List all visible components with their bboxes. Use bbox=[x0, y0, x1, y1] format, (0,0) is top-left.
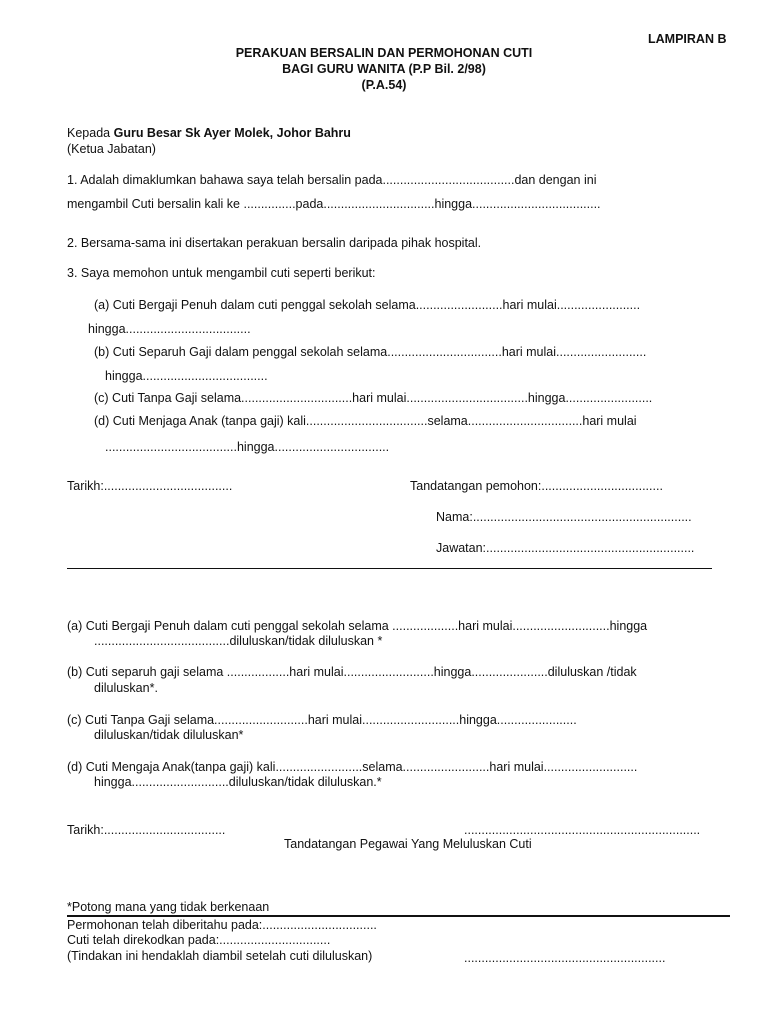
approval-item-c-line2: diluluskan/tidak diluluskan* bbox=[94, 728, 244, 742]
section3-item-a-line2: hingga.................................... bbox=[88, 322, 251, 336]
section1-line1: 1. Adalah dimaklumkan bahawa saya telah bersalin pada......................................dan dengan ini bbox=[67, 173, 597, 187]
addressee-role: (Ketua Jabatan) bbox=[67, 142, 156, 156]
section-divider bbox=[67, 568, 712, 569]
footer-line2: Cuti telah direkodkan pada:................................ bbox=[67, 933, 331, 947]
applicant-position: Jawatan:............................................................ bbox=[436, 541, 695, 555]
section3-item-c-line1: (c) Cuti Tanpa Gaji selama................................hari mulai...................................hingga......................... bbox=[94, 391, 653, 405]
applicant-name: Nama:............................................................... bbox=[436, 510, 692, 524]
section3-intro: 3. Saya memohon untuk mengambil cuti seperti berikut: bbox=[67, 266, 376, 280]
section1-line2: mengambil Cuti bersalin kali ke ...............pada................................hingga..................................... bbox=[67, 197, 601, 211]
section3-item-d-line2: ......................................hingga................................. bbox=[105, 440, 390, 454]
approval-signature-label: Tandatangan Pegawai Yang Meluluskan Cuti bbox=[284, 837, 532, 851]
form-title-line3: (P.A.54) bbox=[361, 78, 407, 92]
approval-item-b-line1: (b) Cuti separuh gaji selama ..................hari mulai..........................hingga......................diluluskan /tidak bbox=[67, 665, 637, 679]
applicant-signature: Tandatangan pemohon:................................... bbox=[410, 479, 663, 493]
addressee-name: Guru Besar Sk Ayer Molek, Johor Bahru bbox=[113, 126, 351, 140]
form-title-line2: BAGI GURU WANITA (P.P Bil. 2/98) bbox=[282, 62, 486, 76]
footer-line3: (Tindakan ini hendaklah diambil setelah cuti diluluskan) bbox=[67, 949, 373, 963]
approval-item-a-line2: .......................................diluluskan/tidak diluluskan * bbox=[94, 634, 383, 648]
approval-item-b-line2: diluluskan*. bbox=[94, 681, 158, 695]
footer-line1: Permohonan telah diberitahu pada:................................. bbox=[67, 918, 377, 932]
section3-item-b-line1: (b) Cuti Separuh Gaji dalam penggal sekolah selama.................................hari mulai.......................... bbox=[94, 345, 647, 359]
section3-item-d-line1: (d) Cuti Menjaga Anak (tanpa gaji) kali...................................selama.................................hari mulai bbox=[94, 414, 637, 428]
section2-line1: 2. Bersama-sama ini disertakan perakuan bersalin daripada pihak hospital. bbox=[67, 236, 482, 250]
footer-divider bbox=[67, 915, 730, 917]
approval-item-d-line2: hingga............................diluluskan/tidak diluluskan.* bbox=[94, 775, 382, 789]
section3-item-b-line2: hingga.................................... bbox=[105, 369, 268, 383]
section3-item-a-line1: (a) Cuti Bergaji Penuh dalam cuti penggal sekolah selama.........................hari mulai........................ bbox=[94, 298, 641, 312]
addressee-line bbox=[67, 126, 351, 141]
form-title-line1: PERAKUAN BERSALIN DAN PERMOHONAN CUTI bbox=[235, 46, 533, 60]
approval-date: Tarikh:................................... bbox=[67, 823, 226, 837]
lampiran-label: LAMPIRAN B bbox=[648, 32, 727, 46]
footer-note: *Potong mana yang tidak berkenaan bbox=[67, 900, 270, 914]
approval-signature-line: .................................................................... bbox=[464, 823, 701, 837]
approval-item-a-line1: (a) Cuti Bergaji Penuh dalam cuti penggal sekolah selama ...................hari mulai............................hingga bbox=[67, 619, 648, 633]
kepada-label: Kepada bbox=[67, 126, 111, 140]
footer-signature-line: .......................................................... bbox=[464, 951, 666, 965]
applicant-date: Tarikh:..................................... bbox=[67, 479, 233, 493]
approval-item-d-line1: (d) Cuti Mengaja Anak(tanpa gaji) kali.........................selama.........................hari mulai........................... bbox=[67, 760, 638, 774]
approval-item-c-line1: (c) Cuti Tanpa Gaji selama...........................hari mulai............................hingga....................... bbox=[67, 713, 577, 727]
